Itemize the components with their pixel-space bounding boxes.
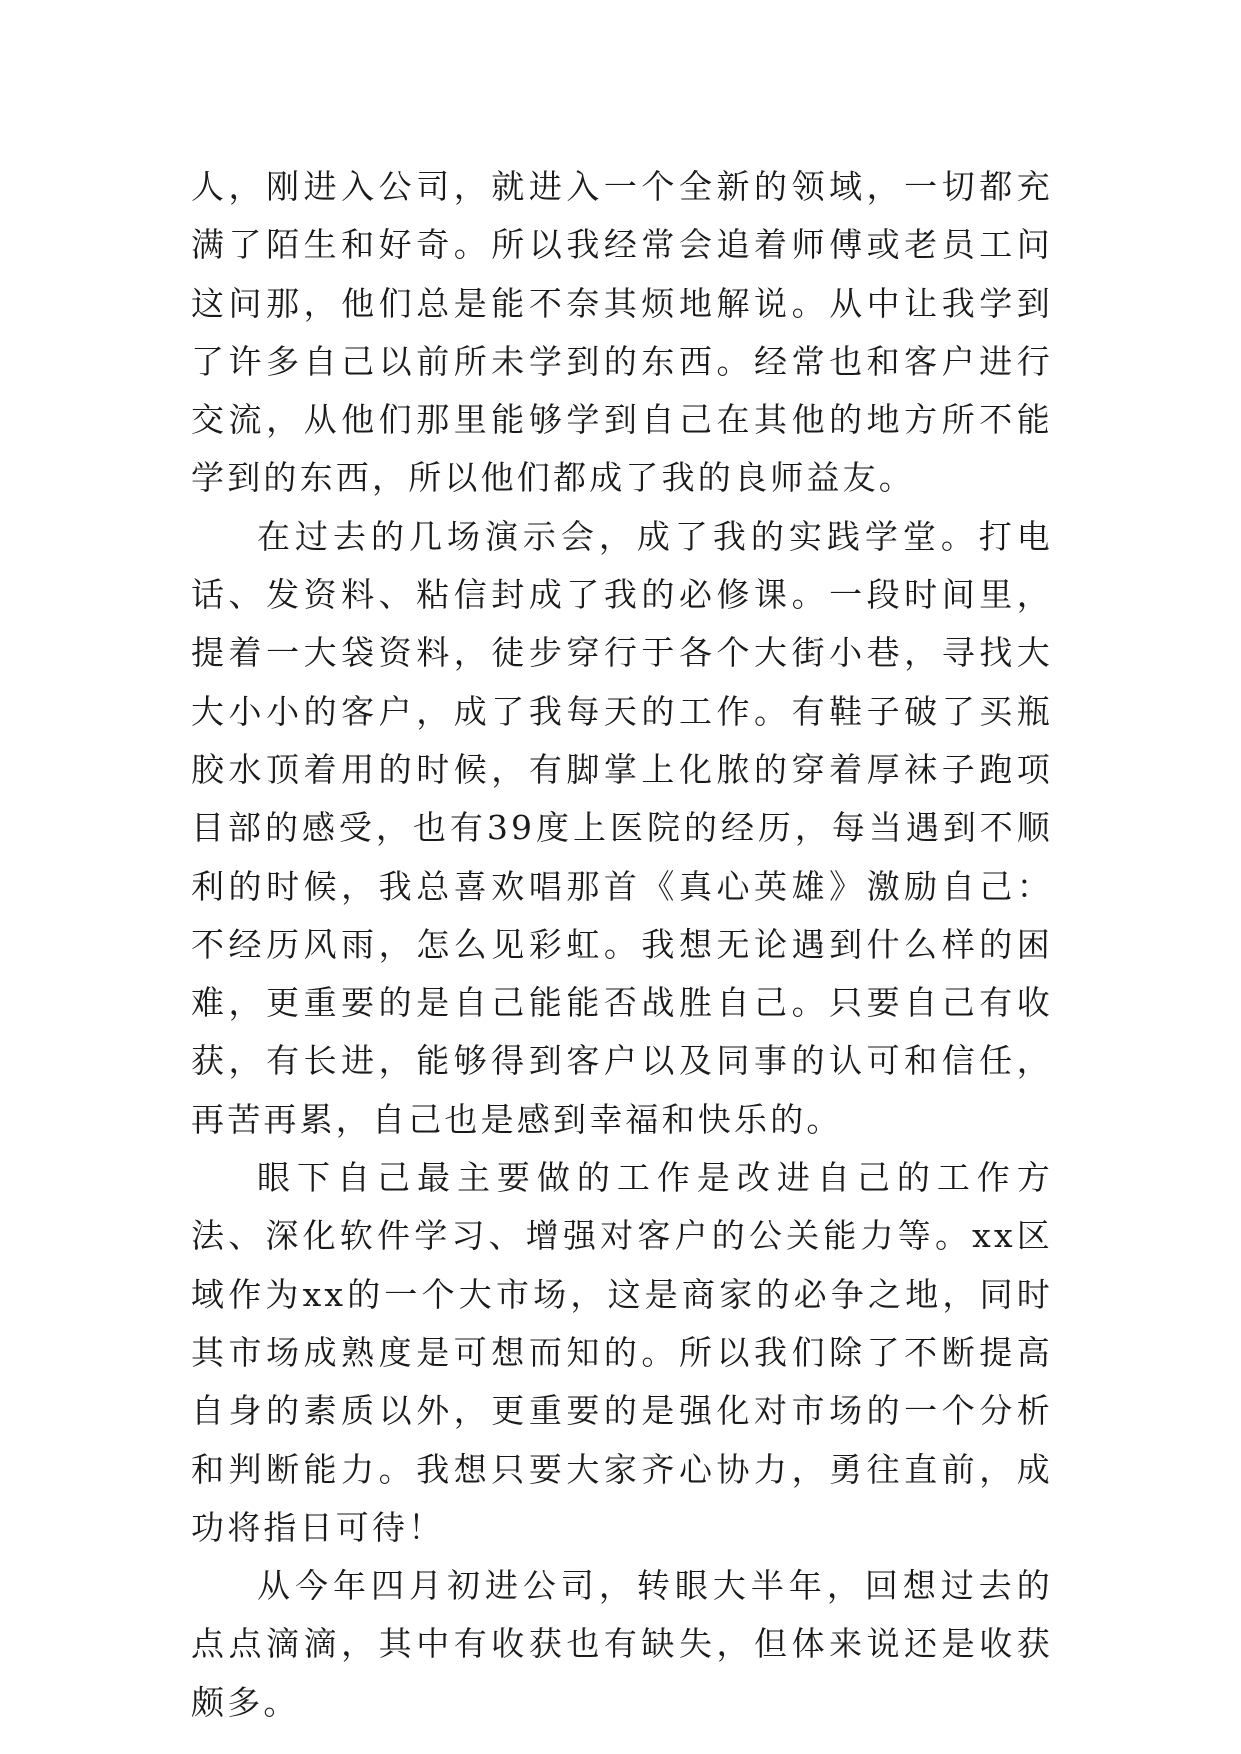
paragraph-4: 从今年四月初进公司，转眼大半年，回想过去的点点滴滴，其中有收获也有缺失，但体来说还是收获颇多。: [191, 1566, 1053, 1722]
document-body: [191, 158, 1053, 1732]
paragraph-3: 眼下自己最主要做的工作是改进自己的工作方法、深化软件学习、增强对客户的公关能力等。xx区域作为xx的一个大市场，这是商家的必争之地，同时其市场成熟度是可想而知的。所以我们除了不断提高自身的素质以外，更重要的是强化对市场的一个分析和判断能力。我想只要大家齐心协力，勇往直前，成功将指日可待！: [191, 1158, 1053, 1547]
paragraph-2: 在过去的几场演示会，成了我的实践学堂。打电话、发资料、粘信封成了我的必修课。一段时间里，提着一大袋资料，徒步穿行于各个大街小巷，寻找大大小小的客户，成了我每天的工作。有鞋子破了买瓶胶水顶着用的时候，有脚掌上化脓的穿着厚袜子跑项目部的感受，也有39度上医院的经历，每当遇到不顺利的时候，我总喜欢唱那首《真心英雄》激励自己：不经历风雨，怎么见彩虹。我想无论遇到什么样的困难，更重要的是自己能能否战胜自己。只要自己有收获，有长进，能够得到客户以及同事的认可和信任，再苦再累，自己也是感到幸福和快乐的。: [191, 516, 1053, 1139]
paragraph-1: 人，刚进入公司，就进入一个全新的领域，一切都充满了陌生和好奇。所以我经常会追着师傅或老员工问这问那，他们总是能不奈其烦地解说。从中让我学到了许多自己以前所未学到的东西。经常也和客户进行交流，从他们那里能够学到自己在其他的地方所不能学到的东西，所以他们都成了我的良师益友。: [191, 167, 1053, 498]
